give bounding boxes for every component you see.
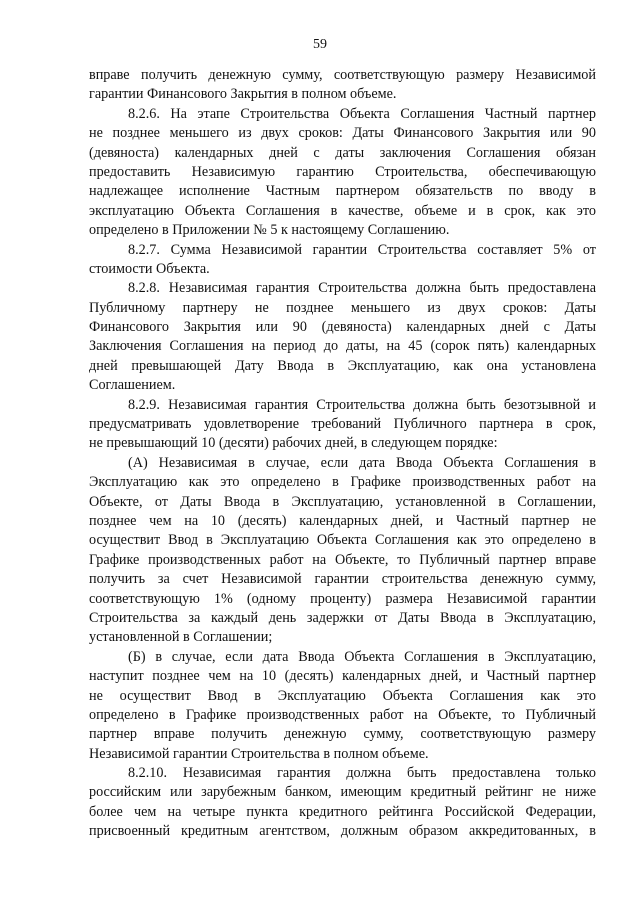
text-line: позднее чем на 10 (десять) календарных дней, и Частный партнер не: [89, 512, 596, 529]
text-line: определено в Приложении № 5 к настоящему Соглашению.: [89, 222, 450, 239]
text-line: вправе получить денежную сумму, соответствующую размеру Независимой: [89, 67, 596, 83]
text-line: 8.2.10. Независимая гарантия должна быть предоставлена только: [128, 765, 596, 782]
text-line: (Б) в случае, если дата Ввода Объекта Соглашения в Эксплуатацию,: [128, 648, 596, 665]
text-line: получить за счет Независимой гарантии строительства денежную сумму,: [89, 571, 596, 588]
text-line: осуществит Ввод в Эксплуатацию Объекта Соглашения как это определено в: [89, 532, 596, 549]
text-line: Заключения Соглашения на период до даты, на 45 (сорок пять) календарных: [89, 338, 596, 355]
text-line: не превышающий 10 (десяти) рабочих дней, в следующем порядке:: [89, 435, 498, 452]
text-line: не позднее меньшего из двух сроков: Даты Финансового Закрытия или 90: [89, 125, 596, 142]
text-line: партнер вправе получить денежную сумму, соответствующую размеру: [89, 726, 596, 743]
text-line: 8.2.7. Сумма Независимой гарантии Строительства составляет 5% от: [128, 241, 596, 258]
text-line: дней превышающей Дату Ввода в Эксплуатацию, как она установлена: [89, 357, 596, 374]
document-body: [89, 66, 596, 842]
text-line: присвоенный кредитным агентством, должным образом аккредитованных, в: [89, 823, 596, 840]
text-line: Публичному партнеру не позднее меньшего из двух сроков: Даты: [89, 299, 596, 316]
text-line: 8.2.6. На этапе Строительства Объекта Соглашения Частный партнер: [128, 105, 596, 122]
text-line: Независимой гарантии Строительства в полном объеме.: [89, 745, 429, 762]
text-line: предоставить Независимую гарантию Строительства, обеспечивающую: [89, 163, 596, 180]
text-line: российским или зарубежным банком, имеющим кредитный рейтинг не ниже: [89, 784, 596, 801]
text-line: Объекте, от Даты Ввода в Эксплуатацию, установленной в Соглашении,: [89, 493, 596, 510]
text-line: гарантии Финансового Закрытия в полном объеме.: [89, 86, 397, 103]
page-number: 59: [313, 37, 327, 52]
text-line: Соглашением.: [89, 377, 176, 394]
text-line: наступит позднее чем на 10 (десять) календарных дней, и Частный партнер: [89, 668, 596, 685]
text-line: стоимости Объекта.: [89, 260, 210, 277]
text-line: предусматривать удовлетворение требований Публичного партнера в срок,: [89, 416, 596, 433]
text-line: 8.2.9. Независимая гарантия Строительства должна быть безотзывной и: [128, 396, 596, 413]
text-line: Строительства за каждый день задержки от Даты Ввода в Эксплуатацию,: [89, 609, 596, 626]
text-line: соответствующую 1% (одному проценту) размера Независимой гарантии: [89, 590, 596, 607]
text-line: 8.2.8. Независимая гарантия Строительства должна быть предоставлена: [128, 280, 596, 297]
text-line: эксплуатацию Объекта Соглашения в качестве, объеме и в срок, как это: [89, 202, 596, 219]
text-line: Графике производственных работ на Объекте, то Публичный партнер вправе: [89, 551, 596, 568]
text-line: Финансового Закрытия или 90 (девяноста) календарных дней с Даты: [89, 319, 596, 336]
text-line: определено в Графике производственных работ на Объекте, то Публичный: [89, 706, 596, 723]
text-line: не осуществит Ввод в Эксплуатацию Объекта Соглашения как это: [89, 687, 596, 704]
text-line: надлежащее исполнение Частным партнером обязательств по вводу в: [89, 183, 596, 200]
text-line: установленной в Соглашении;: [89, 629, 273, 646]
text-line: (девяноста) календарных дней с даты заключения Соглашения обязан: [89, 144, 596, 161]
text-line: Эксплуатацию как это определено в Графике производственных работ на: [89, 474, 596, 491]
text-line: (А) Независимая в случае, если дата Ввода Объекта Соглашения в: [128, 454, 596, 471]
text-line: более чем на четыре пункта кредитного рейтинга Российской Федерации,: [89, 803, 596, 820]
